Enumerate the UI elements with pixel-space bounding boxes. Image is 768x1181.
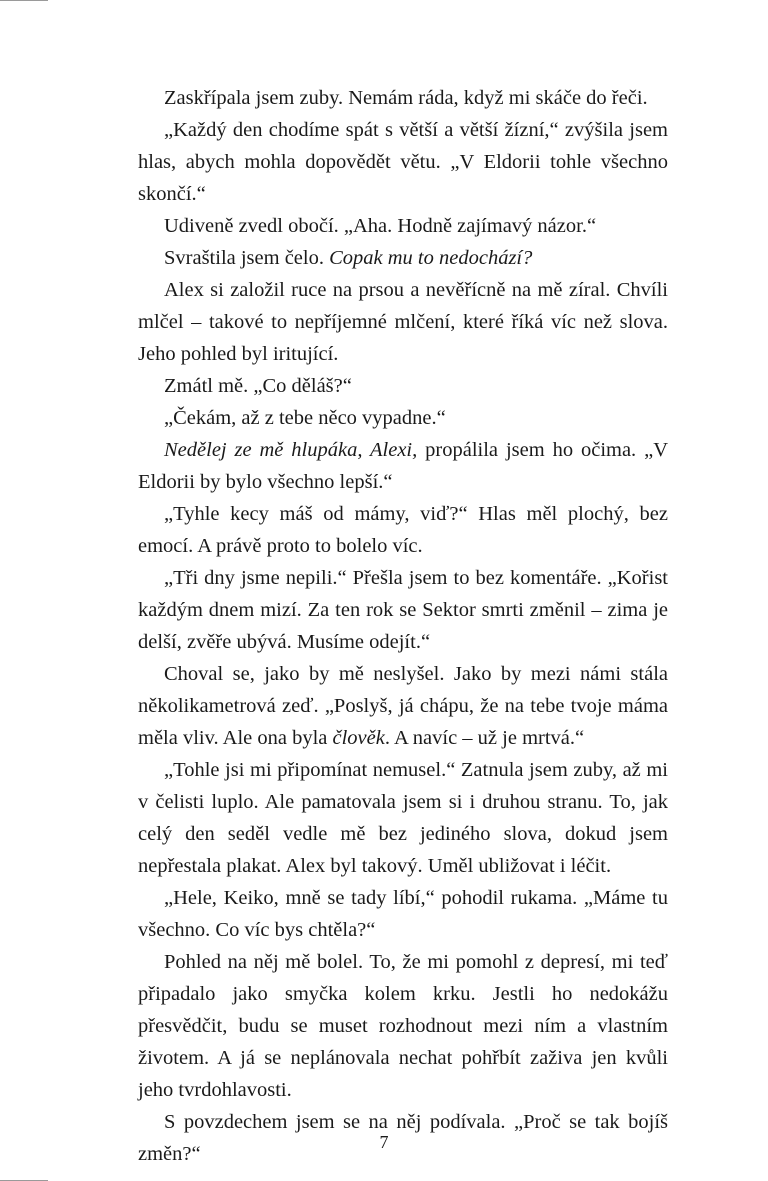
- paragraph: [138, 658, 668, 754]
- book-page-text: [138, 82, 668, 1170]
- italic-text: Copak mu to nedochází?: [329, 247, 533, 269]
- paragraph: [138, 114, 668, 210]
- text-run: Alex si založil ruce na prsou a nevěřícně na mě zíral. Chvíli mlčel – takové to nepříjemné mlčení, které říká víc než slova. Jeho pohled byl iritující.: [138, 279, 668, 365]
- text-run: „Čekám, až z tebe něco vypadne.“: [164, 407, 446, 429]
- paragraph: [138, 882, 668, 946]
- paragraph: [138, 82, 668, 114]
- italic-text: Nedělej ze mě hlupáka, Alexi,: [164, 439, 418, 461]
- paragraph: [138, 402, 668, 434]
- paragraph: [138, 242, 668, 274]
- crop-mark-top: [0, 0, 48, 1]
- paragraph: [138, 754, 668, 882]
- text-run: Svraštila jsem čelo.: [164, 247, 330, 269]
- text-run: . A navíc – už je mrtvá.“: [384, 727, 585, 749]
- text-run: S povzdechem jsem se na něj podívala. „Proč se tak bojíš změn?“: [138, 1111, 668, 1165]
- paragraph: [138, 434, 668, 498]
- text-run: „Každý den chodíme spát s větší a větší žízní,“ zvýšila jsem hlas, abych mohla dopovědět větu. „V Eldorii tohle všechno skončí.“: [138, 119, 668, 205]
- text-run: „Tohle jsi mi připomínat nemusel.“ Zatnula jsem zuby, až mi v čelisti luplo. Ale pamatovala jsem si i druhou stranu. To, jak celý den seděl vedle mě bez jediného slova, dokud jsem nepřestala plakat. Alex byl takový. Uměl ubližovat i léčit.: [138, 759, 668, 877]
- text-run: „Tři dny jsme nepili.“ Přešla jsem to bez komentáře. „Kořist každým dnem mizí. Za ten rok se Sektor smrti změnil – zima je delší, zvěře ubývá. Musíme odejít.“: [138, 567, 668, 653]
- text-run: Udiveně zvedl obočí. „Aha. Hodně zajímavý názor.“: [164, 215, 597, 237]
- text-run: Zmátl mě. „Co děláš?“: [164, 375, 352, 397]
- text-run: Zaskřípala jsem zuby. Nemám ráda, když mi skáče do řeči.: [164, 87, 648, 109]
- paragraph: [138, 370, 668, 402]
- text-run: propálila jsem ho očima. „V Eldorii by bylo všechno lepší.“: [138, 439, 668, 493]
- italic-text: člověk: [332, 727, 385, 749]
- text-run: Choval se, jako by mě neslyšel. Jako by mezi námi stála několikametrová zeď. „Poslyš, já chápu, že na tebe tvoje máma měla vliv. Ale ona byla: [138, 663, 668, 749]
- page-number: 7: [379, 1132, 389, 1152]
- paragraph: [138, 946, 668, 1106]
- paragraph: [138, 274, 668, 370]
- paragraph: [138, 562, 668, 658]
- paragraph: [138, 498, 668, 562]
- text-run: „Hele, Keiko, mně se tady líbí,“ pohodil rukama. „Máme tu všechno. Co víc bys chtěla?“: [138, 887, 668, 941]
- text-run: „Tyhle kecy máš od mámy, viď?“ Hlas měl plochý, bez emocí. A právě proto to bolelo víc.: [138, 503, 668, 557]
- paragraph: [138, 210, 668, 242]
- text-run: Pohled na něj mě bolel. To, že mi pomohl z depresí, mi teď připadalo jako smyčka kolem krku. Jestli ho nedokážu přesvědčit, budu se muset rozhodnout mezi ním a vlastním životem. A já se neplánovala nechat pohřbít zaživa jen kvůli jeho tvrdohlavosti.: [138, 951, 668, 1101]
